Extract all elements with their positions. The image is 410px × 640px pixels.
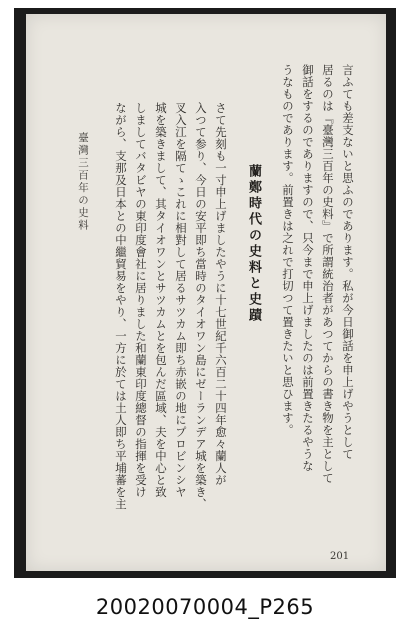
running-head: 臺灣三百年の史料 (77, 132, 89, 232)
text-line: うなものであります。前置きは之れで打切つて置きたいと思ひます。 (281, 64, 295, 436)
text-line: ながら、支那及日本との中繼貿易をやり、一方に於ては土人即ち平埔蕃を主 (114, 102, 128, 510)
text-line: 城を築きまして、其タイオワンとサツカムとを包んだ區域、夫を中心と致 (154, 102, 168, 498)
text-line: 叉入江を隔てゝこれに相對して居るサツカム即ち赤嵌の地にプロビンシヤ (174, 102, 188, 498)
page-number: 201 (330, 551, 350, 562)
section-heading: 蘭鄭時代の史料と史蹟 (246, 164, 261, 324)
text-line: 言ふても差支ないと思ふのであります。私が今日御話を申上げやうとして (341, 64, 355, 460)
text-line: 居るのは『臺灣三百年の史料』で所謂統治者があつてからの書き物を主として (321, 64, 335, 484)
text-line: しましてバタビヤの東印度會社に居りました和蘭東印度總督の指揮を受け (134, 102, 148, 498)
text-line: 御話をするのでありますので、只今まで申上げましたのは前置きたるやうな (301, 64, 315, 472)
text-line: さて先刻も一寸申上げましたやうに十七世紀千六百二十四年愈々蘭人が (214, 102, 228, 486)
image-id-caption: 20020070004_P265 (95, 595, 315, 619)
book-page (26, 14, 386, 571)
text-line: 入つて参り、今日の安平即ち當時のタイオワン島にゼーランデア城を築き、 (194, 102, 208, 510)
